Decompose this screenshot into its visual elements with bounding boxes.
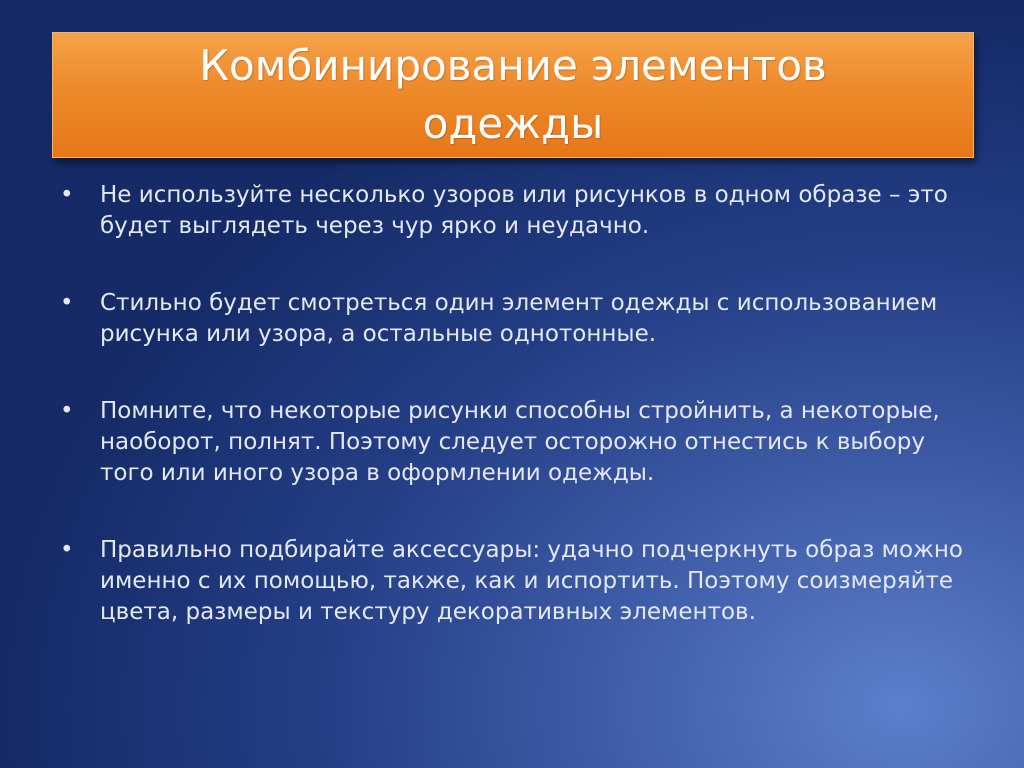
bullet-dot-icon: •	[60, 537, 74, 563]
bullet-item	[60, 396, 980, 489]
bullet-item	[60, 180, 980, 242]
bullet-text: Не используйте несколько узоров или рисунков в одном образе – это будет выглядеть через чур ярко и неудачно.	[100, 182, 948, 239]
bullet-text: Правильно подбирайте аксессуары: удачно подчеркнуть образ можно именно с их помощью, также, как и испортить. Поэтому соизмеряйте цвета, размеры и текстуру декоративных элементов.	[100, 537, 963, 625]
bullet-dot-icon: •	[60, 398, 74, 424]
title-banner	[52, 32, 974, 158]
bullet-text: Помните, что некоторые рисунки способны стройнить, а некоторые, наоборот, полнят. Поэтому следует осторожно отнестись к выбору того или иного узора в оформлении одежды.	[100, 398, 940, 486]
bullet-list	[60, 180, 980, 674]
bullet-item	[60, 288, 980, 350]
bullet-dot-icon: •	[60, 290, 74, 316]
slide-title: Комбинирование элементов одежды	[199, 41, 827, 148]
bullet-text: Стильно будет смотреться один элемент одежды с использованием рисунка или узора, а остальные однотонные.	[100, 290, 938, 347]
bullet-dot-icon: •	[60, 182, 74, 208]
bullet-item	[60, 535, 980, 628]
